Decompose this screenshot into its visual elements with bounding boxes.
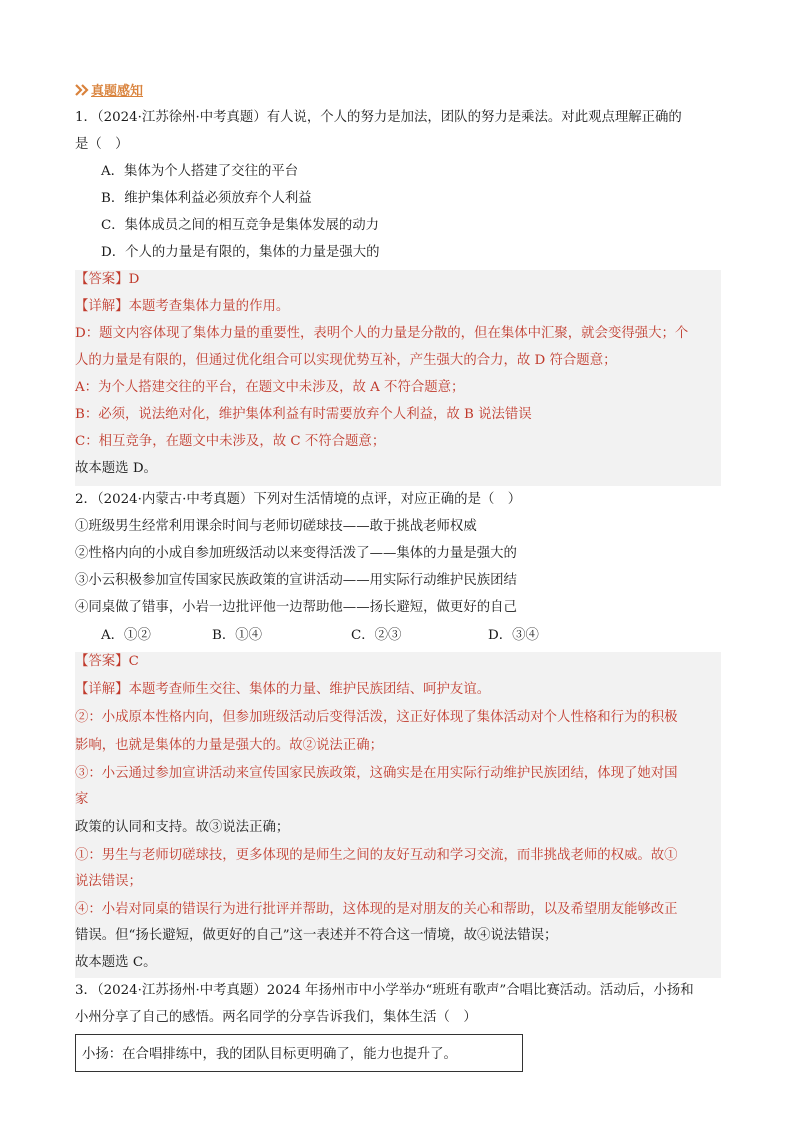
q2-explain-line: 家 — [75, 792, 89, 807]
q1-option-c: C．集体成员之间的相互竞争是集体发展的动力 — [101, 218, 380, 233]
answer-label: 【答案】 — [75, 654, 129, 669]
q2-explain-line: ②：小成原本性格内向，但参加班级活动后变得活泼，这正好体现了集体活动对个人性格和行为的积极 — [75, 710, 678, 725]
q1-answer-line — [75, 270, 139, 290]
q1-explain-line: C：相互竞争，在题文中未涉及，故 C 不符合题意； — [75, 434, 386, 449]
q2-explain-line: ④：小岩对同桌的错误行为进行批评并帮助，这体现的是对朋友的关心和帮助，以及希望朋友能够改正 — [75, 902, 678, 917]
detail-intro: 本题考查师生交往、集体的力量、维护民族团结、呵护友谊。 — [128, 682, 491, 697]
q2-choice-a: A．①② — [101, 628, 151, 643]
q2-choices — [101, 626, 539, 646]
q1-detail-line — [75, 297, 289, 317]
answer-value: D — [128, 272, 140, 287]
q1-explain-line: D：题文内容体现了集体力量的重要性，表明个人的力量是分散的，但在集体中汇聚，就会变得强大；个 — [75, 326, 689, 341]
q1-option-b: B．维护集体利益必须放弃个人利益 — [101, 191, 312, 206]
q2-explain-line: ①：男生与老师切磋球技，更多体现的是师生之间的友好互动和学习交流，而非挑战老师的权威。故① — [75, 848, 678, 863]
q3-quote-text: 小扬：在合唱排练中，我的团队目标更明确了，能力也提升了。 — [82, 1047, 457, 1062]
q1-answer-block — [75, 270, 721, 486]
q2-explain-line: 政策的认同和支持。故③说法正确； — [75, 820, 290, 835]
section-title: 真题感知 — [91, 84, 144, 99]
q1-stem-line1: 1．（2024·江苏徐州·中考真题）有人说，个人的努力是加法，团队的努力是乘法。对此观点理解正确的 — [75, 110, 682, 125]
q2-choice-d: D．③④ — [488, 628, 539, 643]
answer-value: C — [128, 654, 139, 669]
detail-label: 【详解】 — [75, 682, 129, 697]
q2-detail-line — [75, 680, 490, 700]
q1-option-a: A．集体为个人搭建了交往的平台 — [101, 164, 299, 179]
q2-answer-line — [75, 652, 139, 672]
q1-conclusion: 故本题选 D。 — [75, 461, 157, 476]
q1-explain-line: 人的力量是有限的，但通过优化组合可以实现优势互补，产生强大的合力，故 D 符合题意； — [75, 353, 617, 368]
q1-option-d: D．个人的力量是有限的，集体的力量是强大的 — [101, 245, 380, 260]
q2-statement: ②性格内向的小成自参加班级活动以来变得活泼了——集体的力量是强大的 — [75, 546, 517, 561]
q3-stem-line1: 3．（2024·江苏扬州·中考真题）2024 年扬州市中小学举办“班班有歌声”合唱比赛活动。活动后，小扬和 — [75, 983, 694, 998]
q1-explain-line: A：为个人搭建交往的平台，在题文中未涉及，故 A 不符合题意； — [75, 380, 465, 395]
q2-statement: ③小云积极参加宣传国家民族政策的宣讲活动——用实际行动维护民族团结 — [75, 573, 517, 588]
q2-statement: ④同桌做了错事，小岩一边批评他一边帮助他——扬长避短，做更好的自己 — [75, 600, 517, 615]
q2-conclusion: 故本题选 C。 — [75, 955, 157, 970]
detail-intro: 本题考查集体力量的作用。 — [128, 299, 290, 314]
section-heading — [75, 80, 143, 99]
q3-quote-box — [75, 1034, 523, 1072]
q2-explain-line: 影响，也就是集体的力量是强大的。故②说法正确； — [75, 738, 383, 753]
q2-explain-line: 错误。但“扬长避短，做更好的自己”这一表述并不符合这一情境，故④说法错误； — [75, 928, 558, 943]
double-chevron-right-icon — [75, 84, 89, 96]
q2-choice-b: B．①④ — [212, 628, 263, 643]
detail-label: 【详解】 — [75, 299, 129, 314]
q2-explain-line: 说法错误； — [75, 874, 142, 889]
q3-stem-line2: 小州分享了自己的感悟。两名同学的分享告诉我们，集体生活（ ） — [75, 1010, 477, 1025]
answer-label: 【答案】 — [75, 272, 129, 287]
q2-stem: 2．（2024·内蒙古·中考真题）下列对生活情境的点评，对应正确的是（ ） — [75, 492, 522, 507]
q1-explain-line: B：必须，说法绝对化，维护集体利益有时需要放弃个人利益，故 B 说法错误 — [75, 407, 532, 422]
q2-statement: ①班级男生经常利用课余时间与老师切磋球技——敢于挑战老师权威 — [75, 519, 477, 534]
q1-stem-line2: 是（ ） — [75, 137, 129, 152]
q2-answer-block — [75, 652, 721, 978]
q2-choice-c: C．②③ — [351, 628, 402, 643]
q2-explain-line: ③：小云通过参加宣讲活动来宣传国家民族政策，这确实是在用实际行动维护民族团结，体现了她对国 — [75, 766, 678, 781]
